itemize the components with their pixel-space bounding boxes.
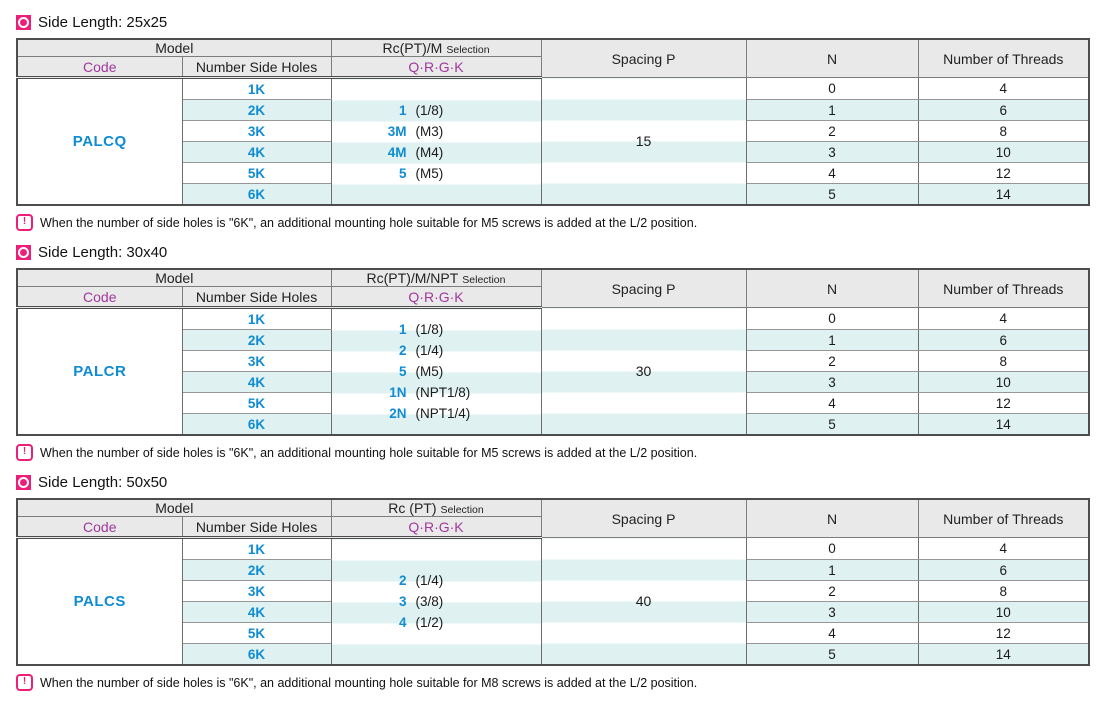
threads-cell: 12 [918,163,1089,184]
hole-cell: 5K [182,163,331,184]
section-marker-icon [16,15,31,30]
hole-cell: 6K [182,184,331,206]
hole-cell: 5K [182,393,331,414]
n-cell: 1 [746,560,918,581]
threads-cell: 6 [918,560,1089,581]
selection-size: (NPT1/4) [415,406,471,421]
column-header-holes: Number Side Holes [182,287,331,308]
section-title-text: Side Length: 25x25 [38,14,168,31]
column-header-n: N [746,39,918,78]
selection-code: 1 [399,102,407,118]
spec-table-50x50 [16,498,1090,666]
threads-cell: 14 [918,184,1089,206]
n-cell: 5 [746,184,918,206]
selection-line [332,163,541,184]
selection-code: 4 [399,615,407,630]
selection-code: 2 [399,573,407,588]
hole-cell: 5K [182,623,331,644]
note-text: When the number of side holes is "6K", an additional mounting hole suitable for M8 screws is added at the L/2 position. [40,675,698,690]
column-header-threads: Number of Threads [918,269,1089,308]
exclamation-icon: ! [16,674,33,691]
selection-code: 5 [399,364,407,379]
column-header-holes: Number Side Holes [182,57,331,78]
selection-code: 1N [389,385,407,400]
column-header-selection [331,39,541,57]
spacing-value: 40 [541,538,746,666]
selection-size: (M5) [415,364,444,379]
threads-cell: 10 [918,142,1089,163]
selection-size: (M3) [415,123,444,139]
note-text: When the number of side holes is "6K", an additional mounting hole suitable for M5 screws is added at the L/2 position. [40,445,698,460]
selection-line [332,121,541,142]
n-cell: 4 [746,163,918,184]
selection-label: Rc (PT) [388,500,437,516]
threads-cell: 10 [918,372,1089,393]
selection-cell [331,78,541,206]
hole-cell: 2K [182,330,331,351]
selection-label: Rc(PT)/M [382,40,443,56]
section-title-30x40 [16,244,1088,261]
n-cell: 0 [746,308,918,330]
model-code: PALCR [17,308,182,436]
column-header-spacing: Spacing P [541,39,746,78]
selection-line [332,612,541,633]
selection-line [332,591,541,612]
column-header-selection-codes: Q·R·G·K [331,57,541,78]
n-cell: 3 [746,372,918,393]
n-cell: 0 [746,538,918,560]
selection-line [332,570,541,591]
section-title-text: Side Length: 50x50 [38,474,168,491]
column-header-model: Model [17,269,331,287]
selection-line [332,319,541,340]
selection-sublabel: Selection [462,274,506,286]
n-cell: 3 [746,142,918,163]
threads-cell: 10 [918,602,1089,623]
hole-cell: 4K [182,602,331,623]
model-code: PALCS [17,538,182,666]
spacing-value: 15 [541,78,746,206]
note-text: When the number of side holes is "6K", an additional mounting hole suitable for M5 screws is added at the L/2 position. [40,215,698,230]
selection-size: (1/4) [415,343,444,358]
hole-cell: 2K [182,560,331,581]
selection-cell [331,308,541,436]
hole-cell: 2K [182,100,331,121]
column-header-code: Code [17,517,182,538]
hole-cell: 4K [182,372,331,393]
selection-size: (1/8) [415,322,444,337]
column-header-selection [331,269,541,287]
selection-line [332,361,541,382]
section-title-25x25 [16,14,1088,31]
column-header-selection-codes: Q·R·G·K [331,517,541,538]
hole-cell: 3K [182,581,331,602]
spec-table-25x25 [16,38,1090,206]
hole-cell: 6K [182,414,331,436]
selection-line [332,382,541,403]
section-marker-icon [16,245,31,260]
selection-list [332,570,541,633]
n-cell: 4 [746,393,918,414]
threads-cell: 4 [918,308,1089,330]
hole-cell: 6K [182,644,331,666]
selection-code: 5 [399,165,407,181]
selection-list [332,100,541,184]
n-cell: 4 [746,623,918,644]
selection-size: (M5) [415,165,444,181]
threads-cell: 4 [918,78,1089,100]
spec-table-30x40 [16,268,1090,436]
selection-list [332,319,541,424]
selection-size: (NPT1/8) [415,385,471,400]
threads-cell: 8 [918,351,1089,372]
section-title-50x50 [16,474,1088,491]
selection-line [332,142,541,163]
n-cell: 1 [746,100,918,121]
column-header-threads: Number of Threads [918,499,1089,538]
n-cell: 5 [746,644,918,666]
selection-code: 2N [389,406,407,421]
n-cell: 0 [746,78,918,100]
threads-cell: 6 [918,330,1089,351]
threads-cell: 4 [918,538,1089,560]
threads-cell: 14 [918,644,1089,666]
circle-glyph [18,477,29,488]
column-header-code: Code [17,57,182,78]
selection-code: 3 [399,594,407,609]
selection-size: (3/8) [415,594,444,609]
selection-code: 3M [387,123,407,139]
n-cell: 1 [746,330,918,351]
column-header-code: Code [17,287,182,308]
selection-line [332,340,541,361]
selection-size: (M4) [415,144,444,160]
section-title-text: Side Length: 30x40 [38,244,168,261]
spacing-value: 30 [541,308,746,436]
column-header-n: N [746,499,918,538]
selection-code: 2 [399,343,407,358]
model-code: PALCQ [17,78,182,206]
threads-cell: 6 [918,100,1089,121]
column-header-selection [331,499,541,517]
selection-size: (1/4) [415,573,444,588]
exclamation-icon: ! [16,444,33,461]
section-marker-icon [16,475,31,490]
threads-cell: 8 [918,581,1089,602]
hole-cell: 3K [182,121,331,142]
hole-cell: 3K [182,351,331,372]
n-cell: 5 [746,414,918,436]
threads-cell: 14 [918,414,1089,436]
exclamation-icon: ! [16,214,33,231]
n-cell: 2 [746,581,918,602]
selection-cell [331,538,541,666]
selection-sublabel: Selection [446,44,490,56]
column-header-holes: Number Side Holes [182,517,331,538]
column-header-threads: Number of Threads [918,39,1089,78]
hole-cell: 1K [182,538,331,560]
column-header-spacing: Spacing P [541,269,746,308]
column-header-spacing: Spacing P [541,499,746,538]
threads-cell: 12 [918,393,1089,414]
n-cell: 2 [746,121,918,142]
note-25x25 [16,214,1088,231]
selection-code: 1 [399,322,407,337]
n-cell: 3 [746,602,918,623]
circle-glyph [18,17,29,28]
hole-cell: 4K [182,142,331,163]
hole-cell: 1K [182,78,331,100]
threads-cell: 8 [918,121,1089,142]
hole-cell: 1K [182,308,331,330]
column-header-selection-codes: Q·R·G·K [331,287,541,308]
selection-line [332,100,541,121]
selection-sublabel: Selection [440,504,484,516]
note-50x50 [16,674,1088,691]
circle-glyph [18,247,29,258]
threads-cell: 12 [918,623,1089,644]
note-30x40 [16,444,1088,461]
column-header-model: Model [17,499,331,517]
selection-size: (1/8) [415,102,444,118]
column-header-n: N [746,269,918,308]
selection-label: Rc(PT)/M/NPT [366,270,459,286]
column-header-model: Model [17,39,331,57]
n-cell: 2 [746,351,918,372]
selection-size: (1/2) [415,615,444,630]
selection-line [332,403,541,424]
selection-code: 4M [387,144,407,160]
